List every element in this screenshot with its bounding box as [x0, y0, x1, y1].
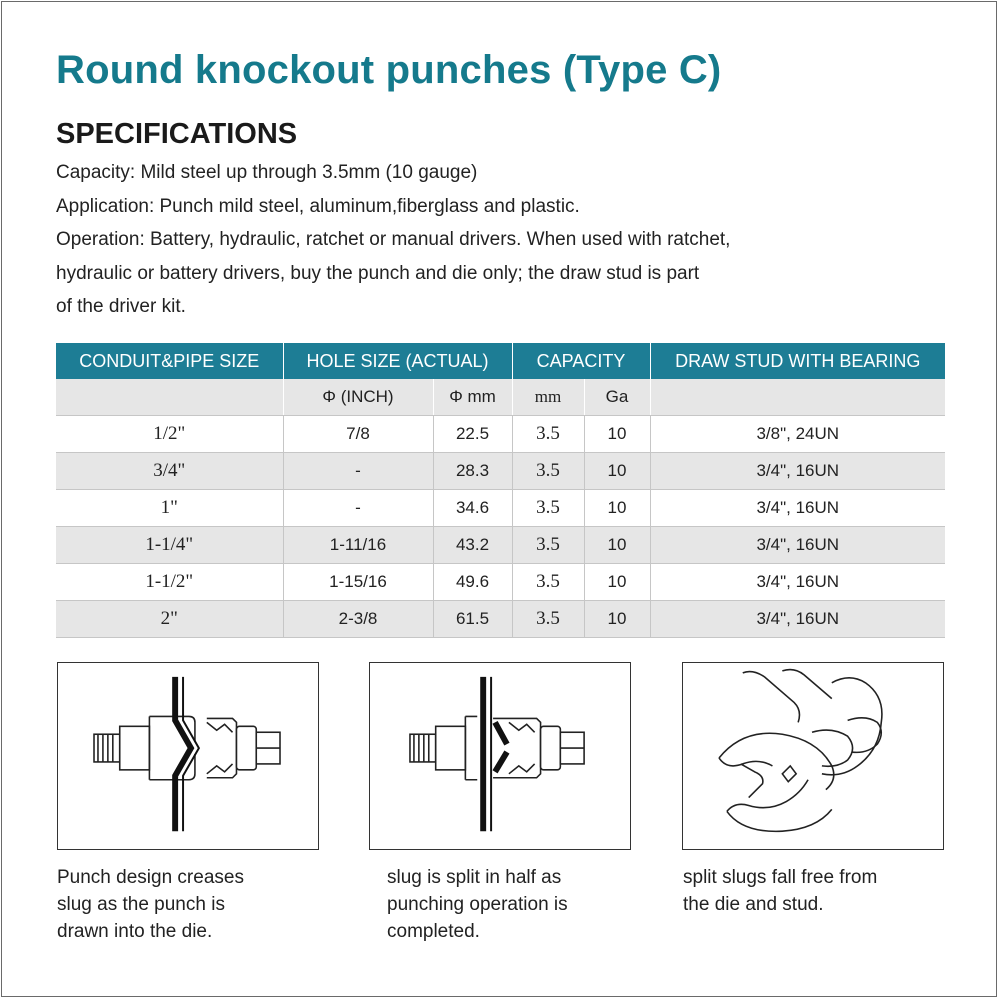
header-conduit: CONDUIT&PIPE SIZE [56, 343, 283, 379]
slug-split-illustration [369, 662, 631, 850]
caption-punch-crease [57, 864, 327, 945]
cell-inch: 7/8 [283, 416, 433, 453]
cell-cap-mm: 3.5 [512, 564, 584, 601]
cell-cap-mm: 3.5 [512, 527, 584, 564]
table-row [56, 601, 945, 638]
caption-line: split slugs fall free from [683, 867, 878, 888]
cell-cap-mm: 3.5 [512, 416, 584, 453]
cell-ga: 10 [584, 453, 650, 490]
header-draw-stud: DRAW STUD WITH BEARING [650, 343, 945, 379]
cell-stud: 3/8", 24UN [650, 416, 945, 453]
cell-size: 1-1/2" [56, 564, 283, 601]
spec-application: Application: Punch mild steel, aluminum,fiberglass and plastic. [56, 195, 580, 217]
cell-ga: 10 [584, 416, 650, 453]
caption-line: Punch design creases [57, 867, 244, 888]
header-hole-size: HOLE SIZE (ACTUAL) [283, 343, 512, 379]
cell-inch: 2-3/8 [283, 601, 433, 638]
caption-line: drawn into the die. [57, 921, 213, 942]
cell-inch: - [283, 490, 433, 527]
table-subheader-row [56, 379, 945, 416]
cell-stud: 3/4", 16UN [650, 527, 945, 564]
cell-cap-mm: 3.5 [512, 601, 584, 638]
cell-inch: 1-11/16 [283, 527, 433, 564]
punch-crease-illustration [57, 662, 319, 850]
cell-mm: 49.6 [433, 564, 512, 601]
table-row [56, 564, 945, 601]
spec-operation-end: of the driver kit. [56, 296, 186, 317]
subheader-cap-mm: mm [512, 379, 584, 416]
cell-cap-mm: 3.5 [512, 490, 584, 527]
table-row [56, 490, 945, 527]
caption-line: completed. [387, 921, 480, 942]
cell-size: 1/2" [56, 416, 283, 453]
cell-stud: 3/4", 16UN [650, 453, 945, 490]
spec-operation-cont: hydraulic or battery drivers, buy the punch and die only; the draw stud is part [56, 262, 700, 284]
cell-stud: 3/4", 16UN [650, 564, 945, 601]
cell-cap-mm: 3.5 [512, 453, 584, 490]
cell-mm: 61.5 [433, 601, 512, 638]
header-capacity: CAPACITY [512, 343, 650, 379]
table-row [56, 453, 945, 490]
table-row [56, 416, 945, 453]
cell-inch: - [283, 453, 433, 490]
cell-ga: 10 [584, 601, 650, 638]
caption-slugs-fall-free [683, 864, 953, 918]
cell-mm: 22.5 [433, 416, 512, 453]
slugs-fall-free-illustration [682, 662, 944, 850]
caption-slug-split [387, 864, 657, 945]
page-title: Round knockout punches (Type C) [56, 48, 722, 92]
specifications-text [56, 156, 956, 324]
caption-line: slug is split in half as [387, 867, 562, 888]
specifications-heading: SPECIFICATIONS [56, 118, 298, 150]
subheader-inch: Φ (INCH) [283, 379, 433, 416]
subheader-empty-stud [650, 379, 945, 416]
cell-ga: 10 [584, 527, 650, 564]
cell-size: 2" [56, 601, 283, 638]
table-header-row [56, 343, 945, 379]
cell-size: 1" [56, 490, 283, 527]
caption-line: the die and stud. [683, 894, 824, 915]
subheader-mm: Φ mm [433, 379, 512, 416]
spec-operation: Operation: Battery, hydraulic, ratchet or manual drivers. When used with ratchet, [56, 229, 731, 250]
subheader-empty [56, 379, 283, 416]
cell-inch: 1-15/16 [283, 564, 433, 601]
caption-line: slug as the punch is [57, 894, 225, 915]
cell-size: 3/4" [56, 453, 283, 490]
cell-mm: 28.3 [433, 453, 512, 490]
cell-size: 1-1/4" [56, 527, 283, 564]
cell-mm: 34.6 [433, 490, 512, 527]
cell-ga: 10 [584, 564, 650, 601]
specifications-table [56, 343, 945, 638]
cell-stud: 3/4", 16UN [650, 601, 945, 638]
cell-mm: 43.2 [433, 527, 512, 564]
cell-ga: 10 [584, 490, 650, 527]
spec-capacity: Capacity: Mild steel up through 3.5mm (10 gauge) [56, 162, 478, 183]
caption-line: punching operation is [387, 894, 568, 915]
table-row [56, 527, 945, 564]
subheader-cap-ga: Ga [584, 379, 650, 416]
cell-stud: 3/4", 16UN [650, 490, 945, 527]
